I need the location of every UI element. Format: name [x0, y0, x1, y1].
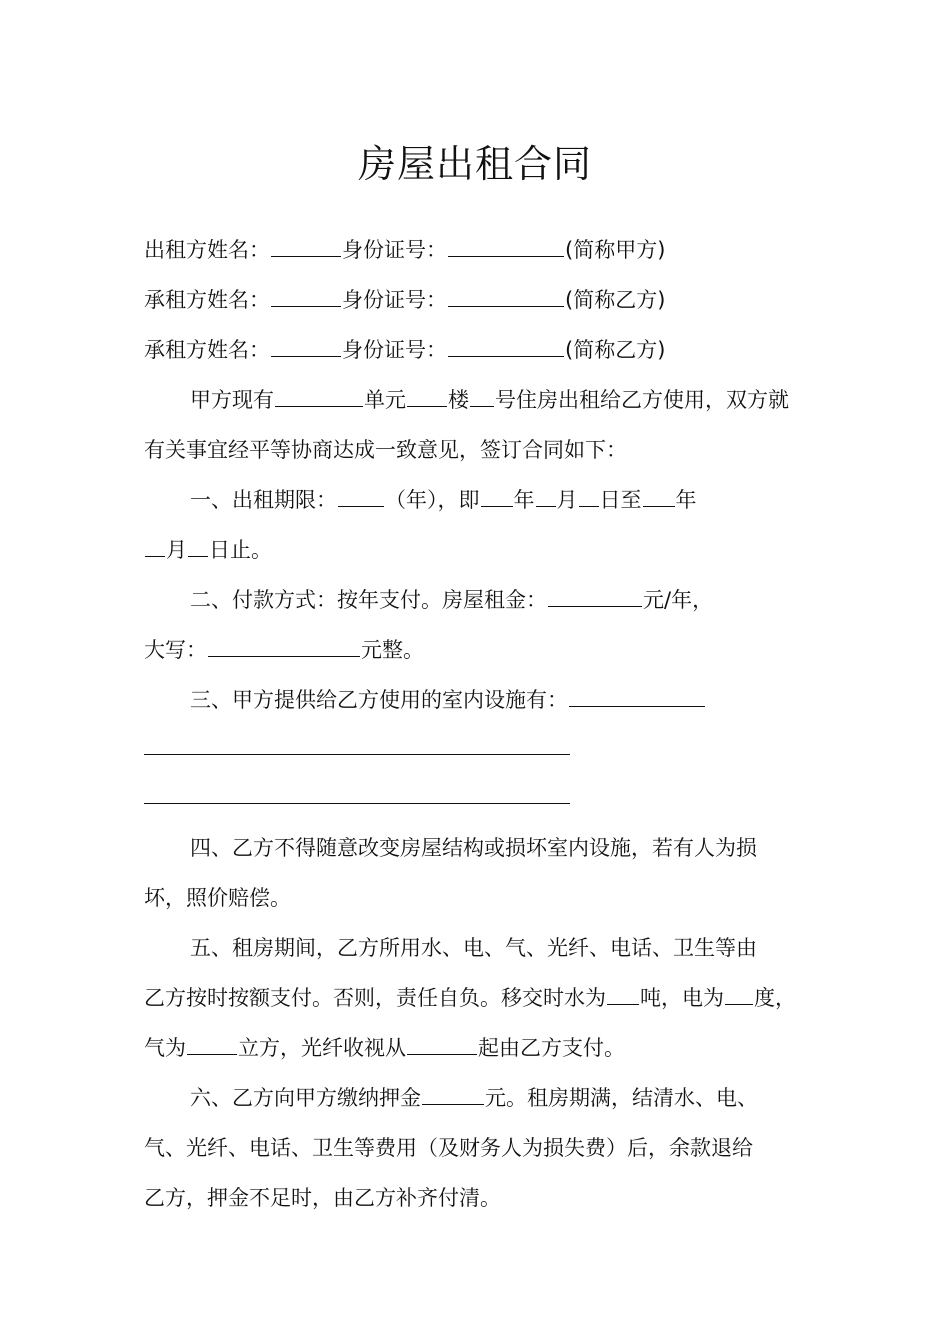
- clause-5-line-1: 五、租房期间，乙方所用水、电、气、光纤、电话、卫生等由: [190, 936, 757, 960]
- clause-text: 吨，电为: [640, 986, 724, 1010]
- clause-text: 元。租房期满，结清水、电、: [485, 1086, 758, 1110]
- clause-4-line-2: 坏，照价赔偿。: [144, 886, 291, 910]
- party-name-label: 承租方姓名：: [144, 288, 270, 312]
- clause-6-line-1: [190, 1080, 758, 1116]
- id-label: 身份证号：: [342, 338, 447, 362]
- day-blank: [579, 505, 599, 507]
- id-blank: [448, 305, 564, 307]
- clause-6-line-2: 气、光纤、电话、卫生等费用（及财务人为损失费）后，余款退给: [144, 1136, 753, 1160]
- electric-blank: [725, 1003, 753, 1005]
- intro-line-1: [190, 382, 789, 418]
- clause-text: 月: [556, 488, 578, 512]
- id-blank: [448, 255, 564, 257]
- fiber-date-blank: [407, 1053, 477, 1055]
- clause-text: 日至: [599, 488, 642, 512]
- clause-text: （年），即: [385, 488, 480, 512]
- party-alias: (简称乙方): [565, 288, 666, 312]
- unit-blank: [275, 405, 363, 407]
- party-name-label: 出租方姓名：: [144, 238, 270, 262]
- name-blank: [271, 255, 341, 257]
- intro-text: 楼: [448, 388, 469, 412]
- clause-5-line-2: [144, 980, 796, 1016]
- clause-text: 元/年，: [643, 588, 714, 612]
- clause-text: 一、出租期限：: [190, 488, 337, 512]
- clause-text: 立方，光纤收视从: [238, 1036, 406, 1060]
- facilities-line: [144, 754, 570, 755]
- clause-text: 元整。: [361, 638, 424, 662]
- clause-text: 气为: [144, 1036, 186, 1060]
- clause-text: 乙方按时按额支付。否则，责任自负。移交时水为: [144, 986, 606, 1010]
- clause-text: 日止。: [209, 538, 272, 562]
- party-line-lessee-2: [144, 332, 665, 368]
- intro-text: 单元: [364, 388, 406, 412]
- id-label: 身份证号：: [342, 238, 447, 262]
- clause-2-line-1: [190, 582, 713, 618]
- clause-text: 六、乙方向甲方缴纳押金: [190, 1086, 421, 1110]
- id-label: 身份证号：: [342, 288, 447, 312]
- intro-line-2: 有关事宜经平等协商达成一致意见，签订合同如下：: [144, 438, 627, 462]
- clause-1-line-1: [190, 482, 697, 518]
- name-blank: [271, 305, 341, 307]
- clause-text: 大写：: [144, 638, 207, 662]
- clause-text: 年: [513, 488, 535, 512]
- facilities-line: [144, 803, 570, 804]
- gas-blank: [187, 1053, 237, 1055]
- clause-2-line-2: [144, 632, 424, 668]
- clause-1-line-2: [144, 532, 272, 568]
- party-name-label: 承租方姓名：: [144, 338, 270, 362]
- facilities-blank: [569, 705, 705, 707]
- clause-text: 月: [166, 538, 187, 562]
- clause-5-line-3: [144, 1030, 625, 1066]
- term-blank: [338, 505, 384, 507]
- party-alias: (简称甲方): [565, 238, 666, 262]
- day-blank: [188, 555, 208, 557]
- party-alias: (简称乙方): [565, 338, 666, 362]
- party-line-lessor: [144, 232, 665, 268]
- month-blank: [536, 505, 556, 507]
- intro-text: 甲方现有: [190, 388, 274, 412]
- rent-blank: [548, 605, 642, 607]
- clause-text: 年: [675, 488, 697, 512]
- rent-words-blank: [208, 655, 360, 657]
- intro-text: 号住房出租给乙方使用，双方就: [495, 388, 789, 412]
- clause-6-line-3: 乙方，押金不足时，由乙方补齐付清。: [144, 1186, 501, 1210]
- number-blank: [470, 405, 494, 407]
- clause-text: 起由乙方支付。: [478, 1036, 625, 1060]
- clause-text: 三、甲方提供给乙方使用的室内设施有：: [190, 688, 568, 712]
- clause-text: 度，: [754, 986, 796, 1010]
- year-blank: [481, 505, 513, 507]
- id-blank: [448, 355, 564, 357]
- water-blank: [607, 1003, 639, 1005]
- year-blank: [643, 505, 675, 507]
- clause-text: 二、付款方式：按年支付。房屋租金：: [190, 588, 547, 612]
- name-blank: [271, 355, 341, 357]
- deposit-blank: [422, 1103, 484, 1105]
- building-blank: [407, 405, 447, 407]
- month-blank: [145, 555, 165, 557]
- clause-4-line-1: 四、乙方不得随意改变房屋结构或损坏室内设施，若有人为损: [190, 836, 757, 860]
- clause-3-line-1: [190, 682, 706, 718]
- party-line-lessee-1: [144, 282, 665, 318]
- document-title: 房屋出租合同: [357, 142, 592, 186]
